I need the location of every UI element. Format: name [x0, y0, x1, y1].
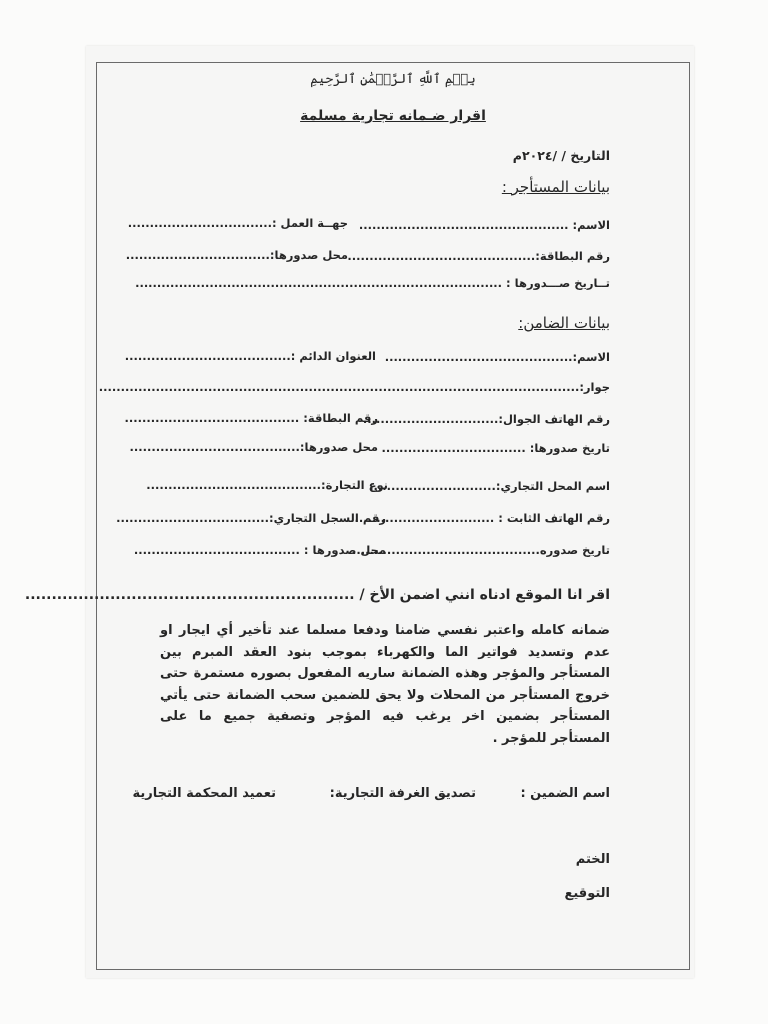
- guarantor-issue-place-field: محل صدورها:.......................................: [129, 440, 378, 454]
- declaration-paragraph: ضمانه كامله واعتبر نفسي ضامنا ودفعا مسلما عند تأخير أي ايجار او عدم وتسديد فواتير الما والكهرباء بموجب بنود العقد المبرم بين المستأجر والمؤجر وهذه الضمانة ساريه المفعول بصوره مستمرة حتى خروج المستأجر من المحلات ولا يحق للضمين سحب الضمانة حتى يأتي المستأجر بضمين اخر يرغب فيه المؤجر وتصفية جميع ما على المستأجر للمؤجر .: [160, 623, 610, 746]
- stamp-label: الختم: [575, 852, 610, 867]
- trade-type-field: نوع التجارة:........................................: [146, 478, 388, 492]
- landline-field: رقم الهاتف الثابت : ................................: [354, 511, 610, 525]
- guarantor-neighbor-field: جوار:..............................................................................................................: [98, 380, 610, 394]
- tenant-workplace-field: جهــة العمل :.................................: [127, 216, 348, 230]
- guarantor-id-number-field: رقم البطاقة: ........................................: [124, 411, 378, 425]
- date-line: التاريخ / /٢٠٢٤م: [512, 148, 610, 163]
- tenant-issue-date-field: تــاريخ صـــدورها : ....................................................................................: [135, 276, 610, 290]
- court-endorsement-label: تعميد المحكمة التجارية: [132, 786, 276, 801]
- tenant-name-field: الاسم: ................................................: [358, 218, 610, 232]
- chamber-certification-label: تصديق الغرفة التجارية:: [329, 786, 476, 801]
- signature-label: التوقيع: [564, 886, 610, 901]
- declaration-line: اقر انا الموقع ادناه انني اضمن الأخ / ..............................................................: [24, 587, 610, 603]
- guarantor-address-field: العنوان الدائم :......................................: [124, 349, 376, 363]
- shop-issue-date-field: تاريخ صدوره...........................................: [351, 543, 610, 557]
- tenant-id-number-field: رقم البطاقة:...........................................: [347, 249, 610, 263]
- commercial-register-field: رقم السجل التجاري:...................................: [116, 511, 386, 525]
- guarantor-issue-date-field: تاريخ صدورها: .................................: [381, 441, 610, 455]
- shop-issue-place-field: محل صدورها : ......................................: [133, 543, 386, 557]
- tenant-id-issue-place-field: محل صدورها:.................................: [125, 248, 348, 262]
- guarantor-heading: بيانات الضامن:: [518, 314, 610, 332]
- document-title: اقرار ضـمانه تجارية مسلمة: [300, 108, 486, 124]
- basmala: بِسۡمِ ٱللَّهِ ٱلرَّحۡمَٰنِ ٱلرَّحِيمِ: [310, 72, 476, 87]
- guarantor-name-field: الاسم:...........................................: [384, 350, 610, 364]
- guarantor-name-label: اسم الضمين :: [520, 786, 610, 801]
- shop-name-field: اسم المحل التجاري:.............................: [369, 479, 610, 493]
- guarantor-mobile-field: رقم الهاتف الجوال:...............................: [362, 412, 610, 426]
- tenant-heading: بيانات المستأجر :: [501, 178, 610, 196]
